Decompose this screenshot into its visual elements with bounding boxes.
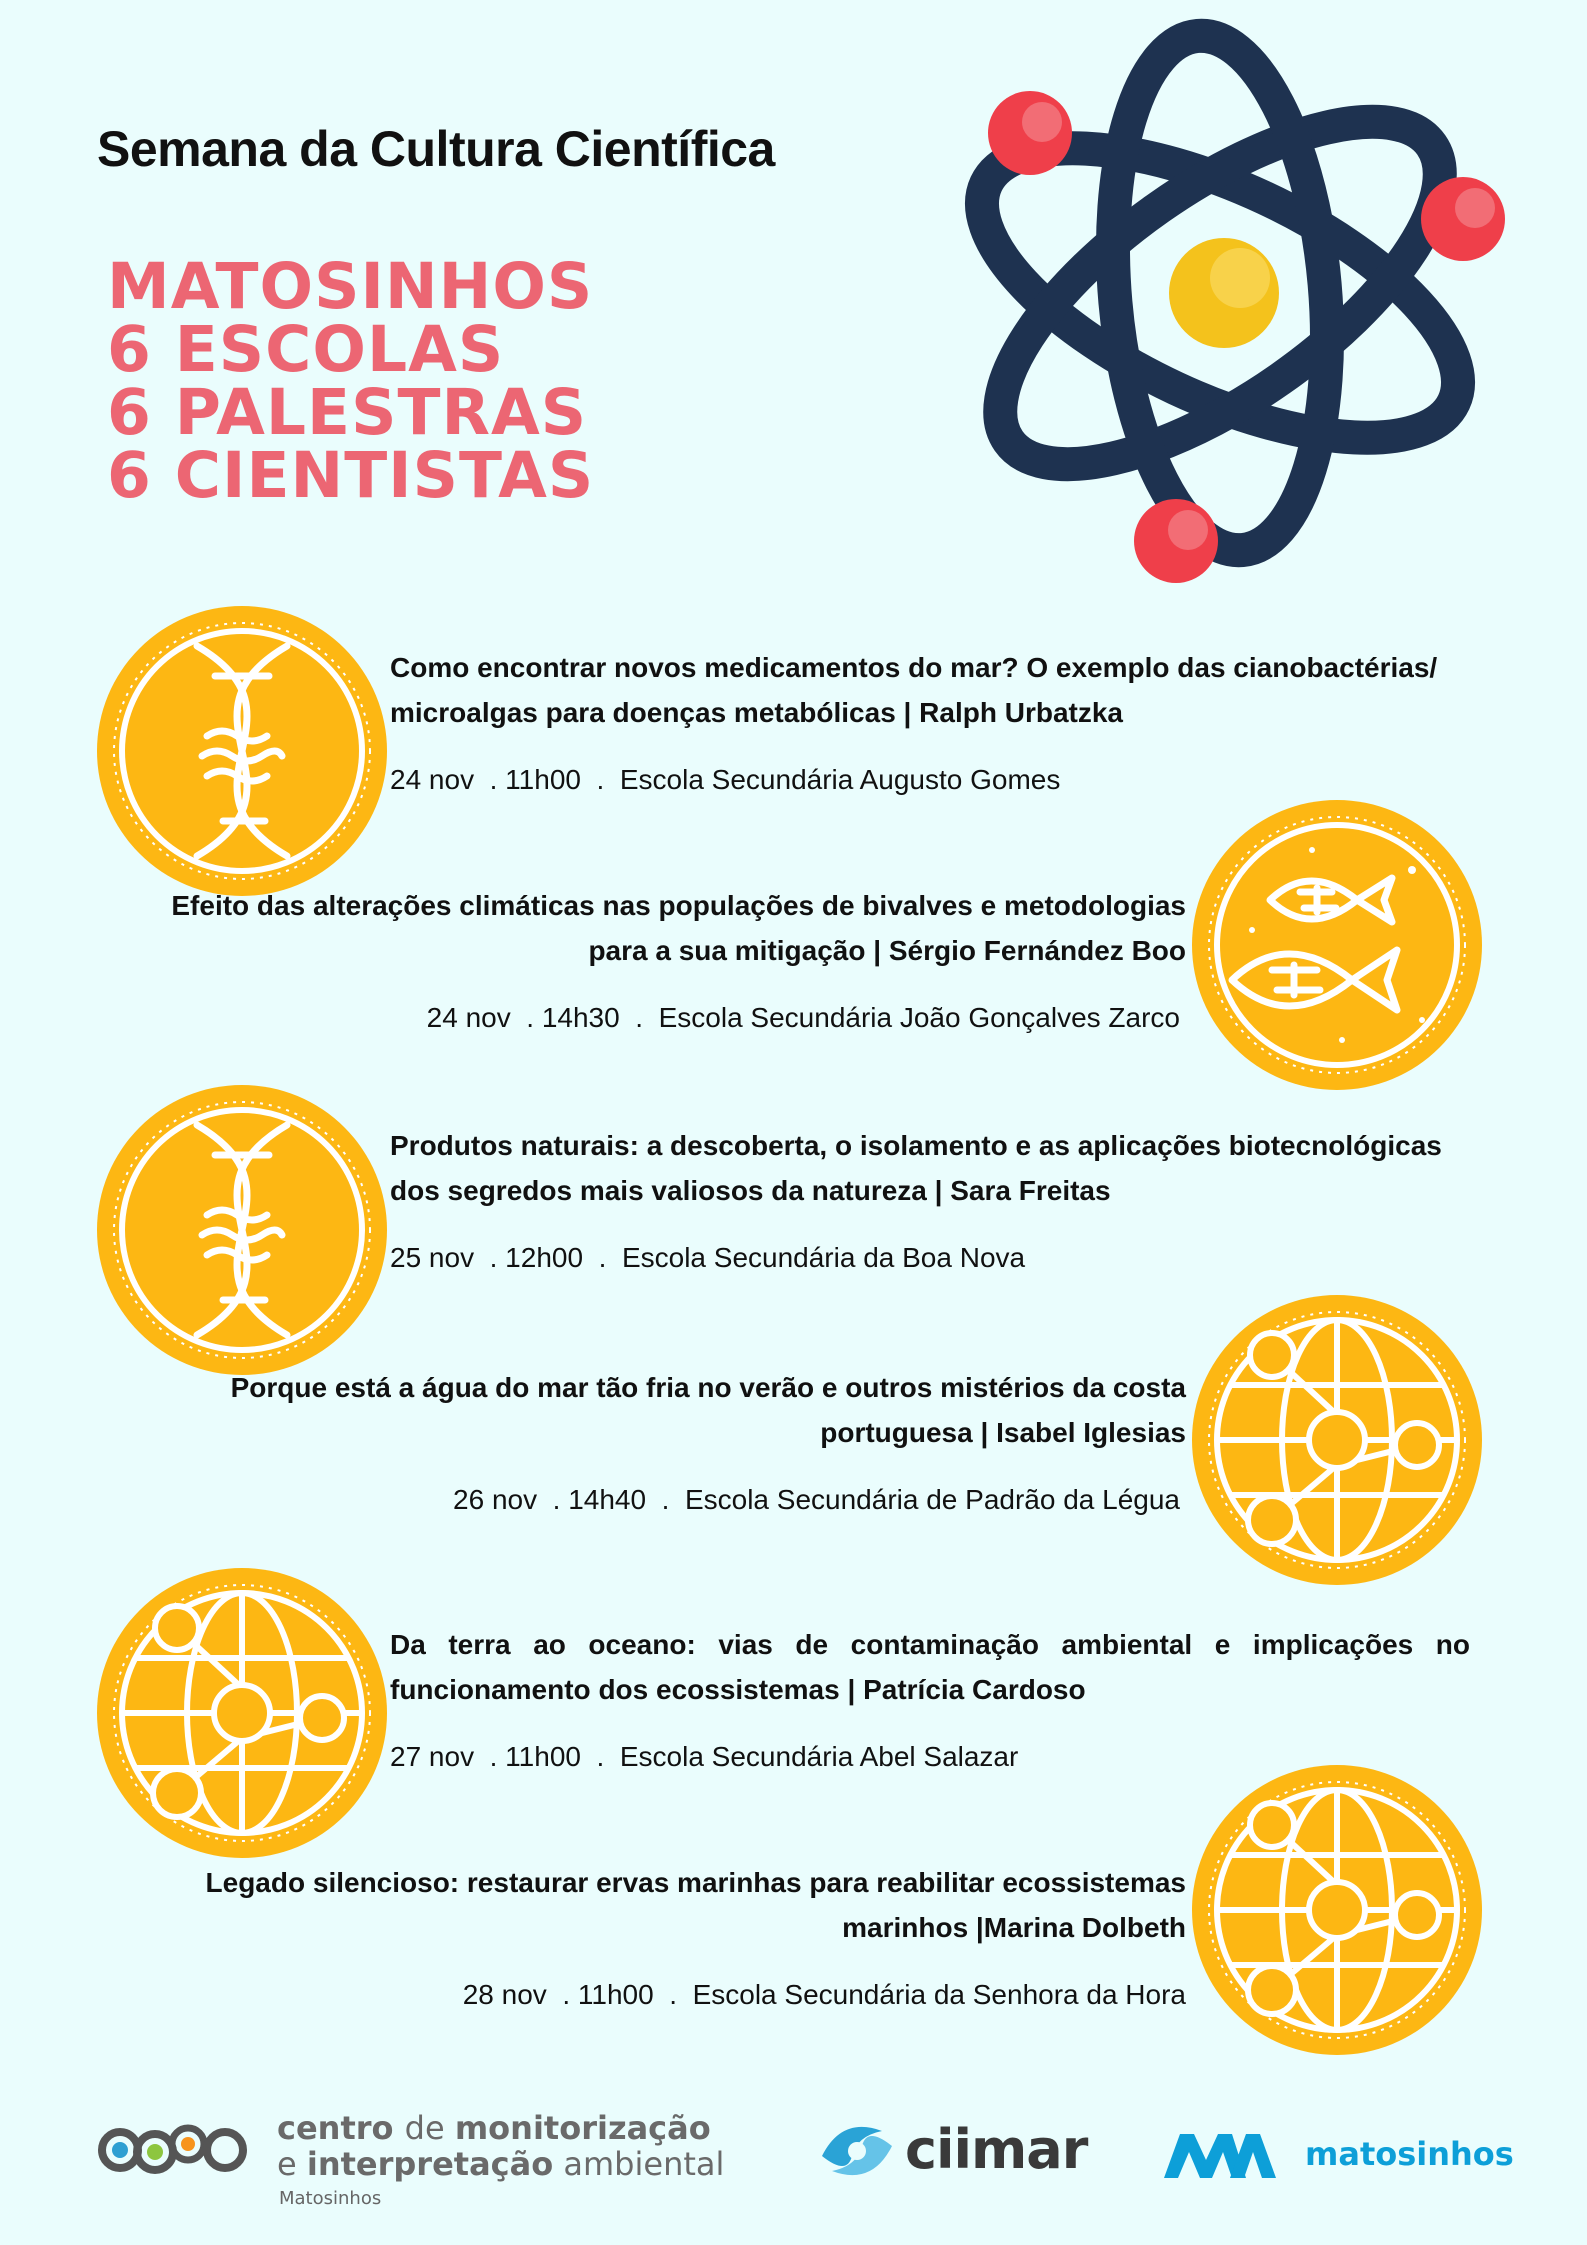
electron-icon [1134,499,1218,583]
electron-icon [1421,177,1505,261]
headline-line-1: MATOSINHOS [107,250,594,323]
dna-icon [97,1085,387,1375]
headline-line-4: 6 CIENTISTAS [107,439,595,512]
talk-meta: 26 nov . 14h40 . Escola Secundária de Padrão da Légua [453,1484,1180,1515]
talk-meta: 24 nov . 14h30 . Escola Secundária João Gonçalves Zarco [426,1002,1180,1033]
talk-title: Legado silencioso: restaurar ervas marinhas para reabilitar ecossistemas marinhos |Marina Dolbeth [205,1867,1186,1943]
dna-icon [97,606,387,896]
matosinhos-logo-icon [1160,2130,1285,2180]
fish-dna-icon [1192,800,1482,1090]
headline [107,250,595,512]
talk-meta: 25 nov . 12h00 . Escola Secundária da Boa Nova [390,1242,1026,1273]
electron-icon [988,91,1072,175]
talk-title: Como encontrar novos medicamentos do mar? O exemplo das cianobactérias/ microalgas para doenças metabólicas | Ralph Urbatzka [390,652,1438,728]
atom-icon [930,0,1510,590]
talk-title: Porque está a água do mar tão fria no verão e outros mistérios da costa portuguesa | Isabel Iglesias [230,1372,1186,1448]
headline-line-3: 6 PALESTRAS [107,376,588,449]
talk-meta: 28 nov . 11h00 . Escola Secundária da Senhora da Hora [462,1979,1186,2010]
nucleus-icon [1169,238,1279,348]
cmia-logo-icon [95,2120,255,2180]
network-globe-icon [1192,1295,1482,1585]
page-title: Semana da Cultura Científica [97,121,775,177]
cmia-logo-text: centro de monitorização e interpretação ambiental [277,2109,725,2183]
talk-meta: 24 nov . 11h00 . Escola Secundária Augusto Gomes [390,764,1061,795]
cmia-place: Matosinhos [279,2188,382,2209]
matosinhos-logo-text: matosinhos [1305,2135,1514,2173]
talk-meta: 27 nov . 11h00 . Escola Secundária Abel Salazar [390,1741,1019,1772]
ciimar-logo-icon [812,2116,902,2186]
headline-line-2: 6 ESCOLAS [107,313,505,386]
talk-title: Efeito das alterações climáticas nas populações de bivalves e metodologias para a sua mitigação | Sérgio Fernández Boo [171,890,1186,966]
network-globe-icon [1192,1765,1482,2055]
talk-title: Produtos naturais: a descoberta, o isolamento e as aplicações biotecnológicas dos segredos mais valiosos da natureza | Sara Freitas [390,1130,1442,1206]
ciimar-logo-text: ciimar [905,2118,1088,2181]
network-globe-icon [97,1568,387,1858]
talk-title: Da terra ao oceano: vias de contaminação ambiental e implicações no funcionamento dos ecossistemas | Patrícia Cardoso [390,1629,1470,1705]
